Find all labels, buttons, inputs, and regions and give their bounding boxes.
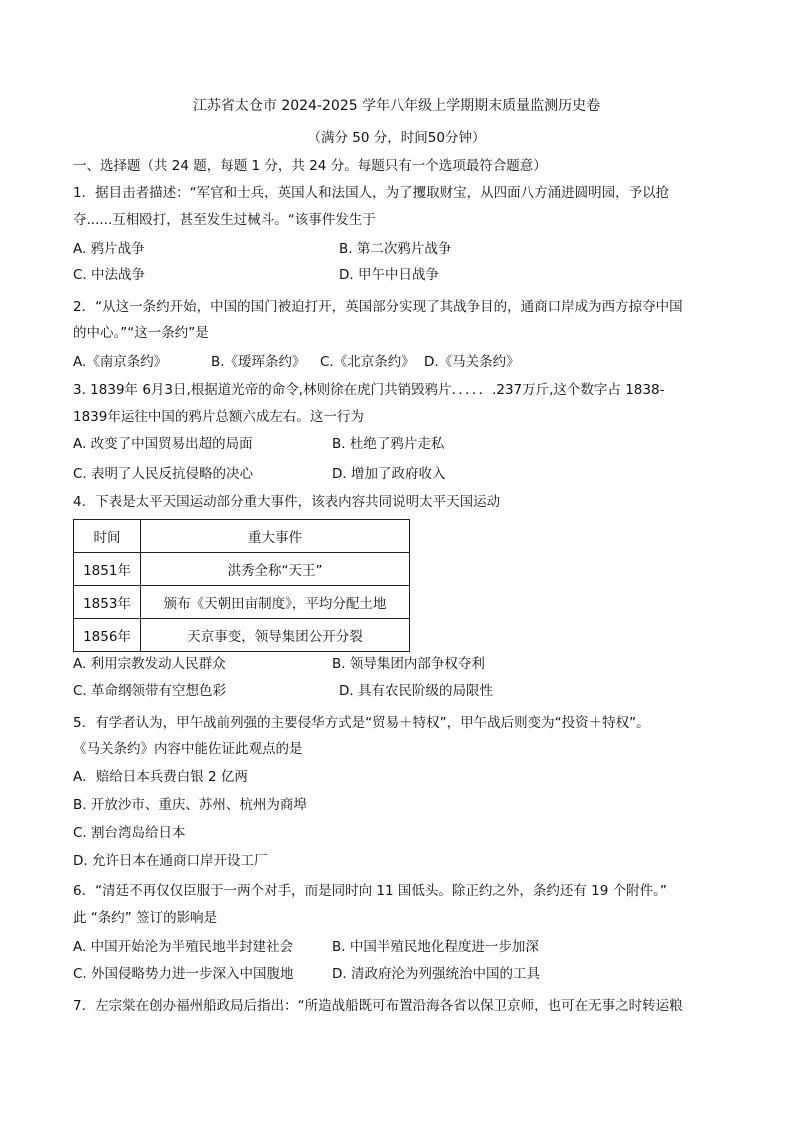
q1-stem-line2: 夺......互相殴打，甚至发生过械斗。“该事件发生于 [73,212,376,228]
exam-title: 江苏省太仓市 2024-2025 学年八年级上学期期末质量监测历史卷 [192,98,601,114]
q1-stem-line1: 1．据目击者描述：“军官和士兵，英国人和法国人，为了攫取财宝，从四面八方涌进圆明园，予以抢 [73,185,670,201]
q6-option-d: D. 清政府沦为列强统治中国的工具 [332,966,540,982]
q1-option-a: A. 鸦片战争 [73,241,145,257]
q2-option-a: A.《南京条约》 [73,354,168,370]
table-cell-event: 天京事变，领导集团公开分裂 [141,619,410,652]
q1-option-c: C. 中法战争 [73,267,146,283]
q6-option-c: C. 外国侵略势力进一步深入中国腹地 [73,966,294,982]
table-cell-year: 1853年 [74,586,141,619]
q4-option-a: A. 利用宗教发动人民群众 [73,656,226,672]
q7-stem-line1: 7．左宗棠在创办福州船政局后指出：“所造战船既可布置沿海各省以保卫京师，也可在无事之时转运粮 [73,998,683,1014]
q6-stem-line1: 6．“清廷不再仅仅臣服于一两个对手，而是同时向 11 国低头。除正约之外，条约还有 19 个附件。” [73,883,667,899]
q3-stem-line1: 3. 1839年 6月3日,根据道光帝的命令,林则徐在虎门共销毁鸦片．．．．．.237万斤,这个数字占 1838- [73,382,665,398]
q4-option-b: B. 领导集团内部争权夺利 [332,656,485,672]
table-cell-year: 1856年 [74,619,141,652]
q5-option-a: A．赔给日本兵费白银 2 亿两 [73,769,248,785]
q4-option-d: D. 具有农民阶级的局限性 [339,683,493,699]
q3-option-d: D. 增加了政府收入 [332,466,446,482]
q1-option-b: B. 第二次鸦片战争 [339,241,452,257]
table-row [74,586,410,619]
q5-option-c: C. 割台湾岛给日本 [73,825,186,841]
q6-stem-line2: 此 “条约” 签订的影响是 [73,910,218,926]
q5-stem-line1: 5．有学者认为，甲午战前列强的主要侵华方式是“贸易＋特权”，甲午战后则变为“投资＋特权”。 [73,715,650,731]
q5-option-b: B. 开放沙市、重庆、苏州、杭州为商埠 [73,797,307,813]
q3-option-b: B. 杜绝了鸦片走私 [332,436,445,452]
q3-option-a: A. 改变了中国贸易出超的局面 [73,436,253,452]
q5-option-d: D. 允许日本在通商口岸开设工厂 [73,853,268,869]
q2-option-b: B.《瑷珲条约》 [211,354,306,370]
table-header-time: 时间 [74,520,141,553]
table-cell-event: 洪秀全称“天王” [141,553,410,586]
q2-option-c: C.《北京条约》 [320,354,415,370]
table-row [74,619,410,652]
q5-stem-line2: 《马关条约》内容中能佐证此观点的是 [73,741,303,757]
table-header-row [74,520,410,553]
q2-stem-line1: 2．“从这一条约开始，中国的国门被迫打开，英国部分实现了其战争目的，通商口岸成为西方掠夺中国 [73,299,683,315]
q6-option-b: B. 中国半殖民地化程度进一步加深 [332,939,539,955]
q2-stem-line2: 的中心。”“这一条约”是 [73,325,209,341]
q3-stem-line2: 1839年运往中国的鸦片总额六成左右。这一行为 [73,409,364,425]
events-table [73,519,410,652]
q6-option-a: A. 中国开始沦为半殖民地半封建社会 [73,939,294,955]
table-cell-year: 1851年 [74,553,141,586]
exam-subtitle: （满分 50 分，时间50分钟） [307,130,486,146]
table-cell-event: 颁布《天朝田亩制度》，平均分配土地 [141,586,410,619]
q4-option-c: C. 革命纲领带有空想色彩 [73,683,227,699]
section-heading: 一、选择题（共 24 题，每题 1 分，共 24 分。每题只有一个选项最符合题意） [73,158,547,174]
q3-option-c: C. 表明了人民反抗侵略的决心 [73,466,254,482]
q4-stem: 4．下表是太平天国运动部分重大事件，该表内容共同说明太平天国运动 [73,494,501,510]
q2-option-d: D.《马关条约》 [424,354,520,370]
q1-option-d: D. 甲午中日战争 [339,267,439,283]
table-header-event: 重大事件 [141,520,410,553]
table-row [74,553,410,586]
